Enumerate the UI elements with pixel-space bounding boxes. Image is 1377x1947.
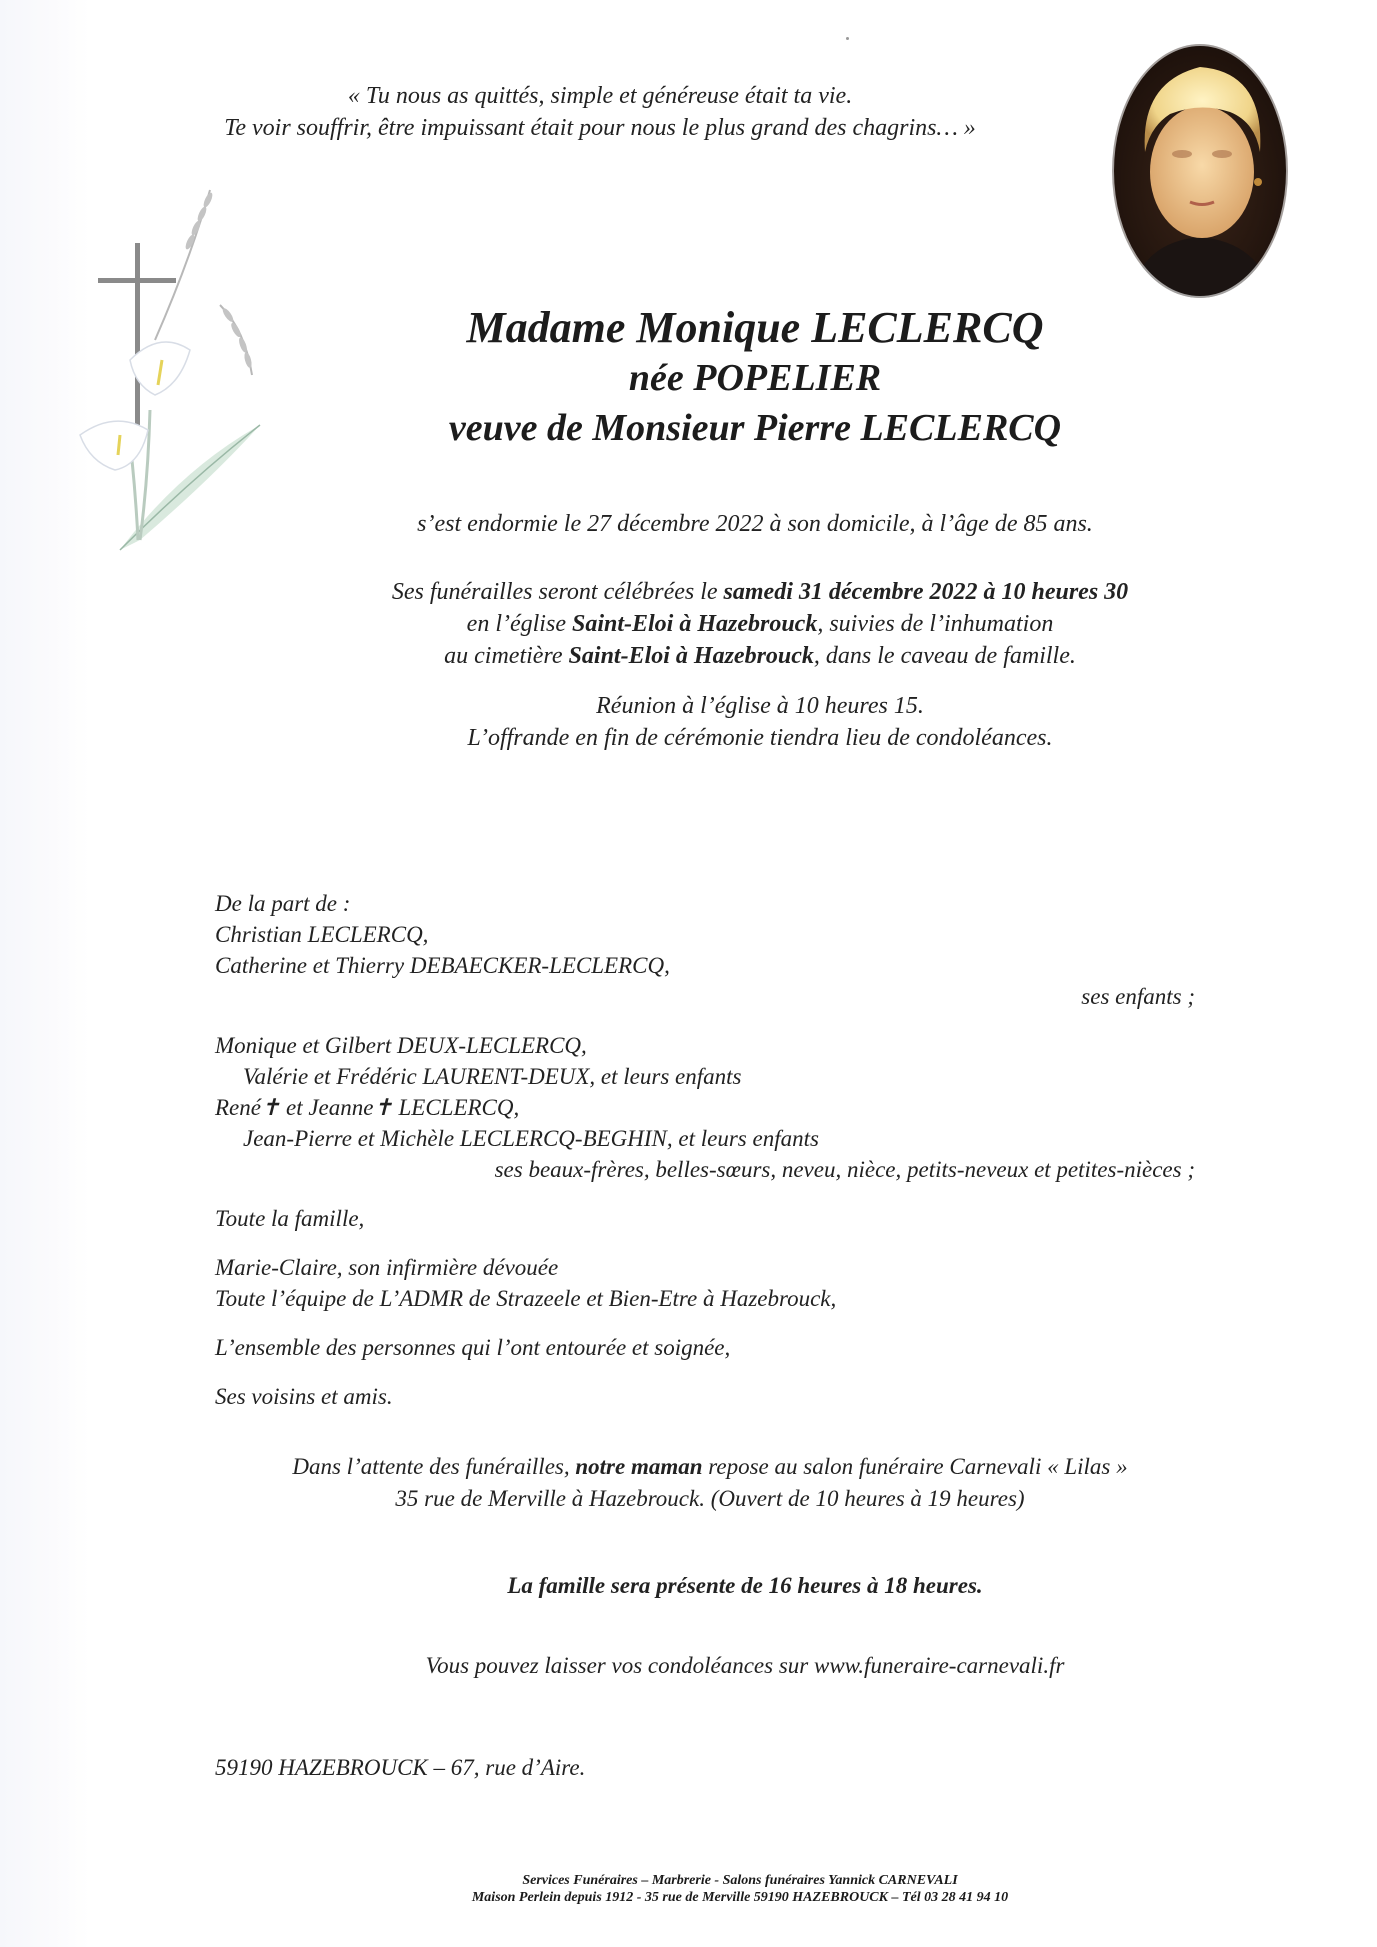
nurse: Marie-Claire, son infirmière dévouée <box>215 1255 559 1280</box>
funeral-home-footer <box>380 1872 1100 1906</box>
viewing-line-1-prefix: Dans l’attente des funérailles, <box>292 1454 576 1479</box>
viewing-line-1-suffix: repose au salon funéraire Carnevali « Lilas » <box>702 1454 1128 1479</box>
opening-quote <box>150 80 1050 144</box>
funeral-details <box>340 576 1180 754</box>
funeral-line-1-text: Ses funérailles seront célébrées le <box>391 579 724 605</box>
deceased-name: Madame Monique LECLERCQ <box>466 303 1044 352</box>
family-intro: De la part de : <box>215 891 351 916</box>
caregivers: L’ensemble des personnes qui l’ont entourée et soignée, <box>215 1335 731 1360</box>
family-address: 59190 HAZEBROUCK – 67, rue d’Aire. <box>215 1755 586 1780</box>
care-team: Toute l’équipe de L’ADMR de Strazeele et Bien-Etre à Hazebrouck, <box>215 1286 837 1311</box>
family-list <box>215 888 1215 1412</box>
children-label: ses enfants ; <box>1081 984 1195 1009</box>
viewing-emphasis: notre maman <box>575 1454 703 1479</box>
in-law-4: Jean-Pierre et Michèle LECLERCQ-BEGHIN, et leurs enfants <box>243 1126 819 1151</box>
in-law-3: René✝ et Jeanne✝ LECLERCQ, <box>215 1095 520 1120</box>
cross-with-lilies-icon <box>60 180 280 600</box>
whole-family: Toute la famille, <box>215 1206 365 1231</box>
funeral-line-2 <box>340 608 1180 640</box>
in-law-1: Monique et Gilbert DEUX-LECLERCQ, <box>215 1033 587 1058</box>
cemetery-name: Saint-Eloi à Hazebrouck <box>568 643 814 669</box>
condolences-website[interactable]: Vous pouvez laisser vos condoléances sur www.funeraire-carnevali.fr <box>425 1653 1065 1678</box>
footer-line-1: Services Funéraires – Marbrerie - Salons funéraires Yannick CARNEVALI <box>522 1873 958 1888</box>
widow-of: veuve de Monsieur Pierre LECLERCQ <box>448 407 1062 449</box>
deceased-title <box>400 303 1110 453</box>
portrait-photo-icon <box>1110 42 1290 300</box>
funeral-line-3 <box>340 640 1180 672</box>
in-law-2: Valérie et Frédéric LAURENT-DEUX, et leurs enfants <box>243 1064 742 1089</box>
church-name: Saint-Eloi à Hazebrouck <box>571 611 818 637</box>
scan-speck <box>846 37 849 40</box>
funeral-date-time: samedi 31 décembre 2022 à 10 heures 30 <box>723 579 1129 605</box>
viewing-details <box>230 1451 1190 1515</box>
birth-name: née POPELIER <box>628 357 882 399</box>
meeting-time: Réunion à l’église à 10 heures 15. <box>596 693 924 719</box>
funeral-line-3-prefix: au cimetière <box>444 643 569 669</box>
quote-line-1: « Tu nous as quittés, simple et généreuse était ta vie. <box>347 83 853 109</box>
death-notice: s’est endormie le 27 décembre 2022 à son domicile, à l’âge de 85 ans. <box>417 511 1093 537</box>
funeral-line-3-suffix: , dans le caveau de famille. <box>813 643 1076 669</box>
footer-line-2: Maison Perlein depuis 1912 - 35 rue de Merville 59190 HAZEBROUCK – Tél 03 28 41 94 10 <box>471 1890 1009 1905</box>
offering-note: L’offrande en fin de cérémonie tiendra lieu de condoléances. <box>467 725 1053 751</box>
child-2: Catherine et Thierry DEBAECKER-LECLERCQ, <box>215 953 670 978</box>
child-1: Christian LECLERCQ, <box>215 922 429 947</box>
funeral-line-2-suffix: , suivies de l’inhumation <box>817 611 1054 637</box>
neighbors: Ses voisins et amis. <box>215 1384 393 1409</box>
in-laws-label: ses beaux-frères, belles-sœurs, neveu, nièce, petits-neveux et petites-nièces ; <box>494 1157 1195 1182</box>
viewing-line-1 <box>230 1451 1190 1483</box>
funeral-line-2-prefix: en l’église <box>466 611 572 637</box>
quote-line-2: Te voir souffrir, être impuissant était pour nous le plus grand des chagrins… » <box>224 115 976 141</box>
family-presence: La famille sera présente de 16 heures à 18 heures. <box>507 1573 983 1598</box>
viewing-line-2: 35 rue de Merville à Hazebrouck. (Ouvert de 10 heures à 19 heures) <box>395 1486 1025 1511</box>
funeral-line-1 <box>340 576 1180 608</box>
